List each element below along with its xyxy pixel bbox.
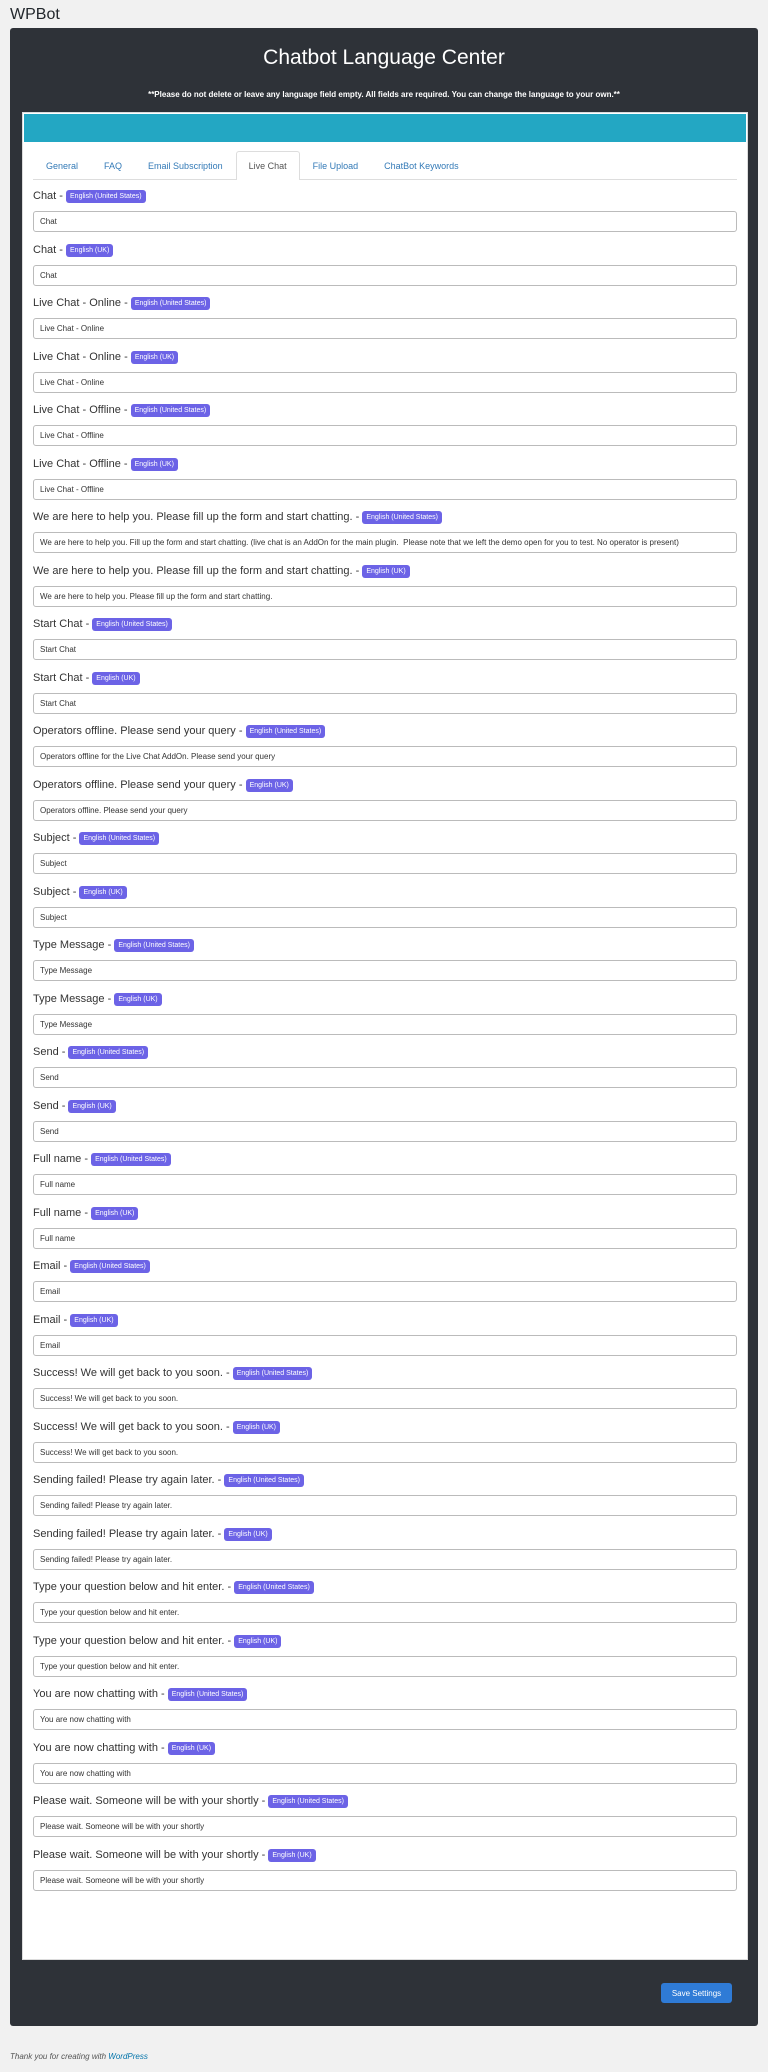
field-label-text: Subject -	[33, 885, 80, 898]
language-field-group	[33, 1204, 737, 1258]
field-label	[33, 1687, 247, 1701]
language-field-group	[33, 1632, 737, 1686]
field-label	[33, 510, 442, 524]
field-label-text: Sending failed! Please try again later. -	[33, 1474, 225, 1486]
language-field-group	[33, 1257, 737, 1311]
field-label-text: Type your question below and hit enter. -	[33, 1581, 235, 1593]
field-label-text: Chat -	[33, 190, 67, 202]
field-label-text: Type Message -	[33, 939, 115, 951]
language-badge: English (United States)	[79, 832, 159, 845]
settings-tabs	[33, 151, 737, 180]
language-field-group	[33, 1685, 737, 1739]
translation-input[interactable]	[33, 211, 737, 232]
field-label-text: Type your question below and hit enter. -	[33, 1634, 235, 1647]
language-field-group	[33, 1150, 737, 1204]
field-label	[33, 617, 172, 631]
translation-input[interactable]	[33, 746, 737, 767]
language-badge: English (United States)	[224, 1474, 304, 1487]
language-badge: English (United States)	[246, 725, 326, 738]
language-field-group	[33, 1043, 737, 1097]
field-label	[33, 1527, 272, 1541]
field-label	[33, 671, 140, 685]
field-label	[33, 1794, 348, 1808]
field-label-text: Subject -	[33, 832, 80, 844]
language-badge: English (United States)	[114, 939, 194, 952]
field-label	[33, 296, 210, 310]
translation-input[interactable]	[33, 1335, 737, 1356]
language-field-group	[33, 1418, 737, 1472]
translation-input[interactable]	[33, 372, 737, 393]
translation-input[interactable]	[33, 1870, 737, 1891]
translation-input[interactable]	[33, 1656, 737, 1677]
language-field-group	[33, 562, 737, 616]
field-label	[33, 1313, 118, 1327]
language-field-group	[33, 294, 737, 348]
language-field-group	[33, 1097, 737, 1151]
field-label	[33, 1634, 281, 1648]
field-label	[33, 1045, 148, 1059]
language-badge: English (UK)	[114, 993, 161, 1006]
language-field-group	[33, 990, 737, 1044]
card-header-bar	[24, 114, 746, 142]
field-label-text: Operators offline. Please send your query -	[33, 725, 246, 737]
language-badge: English (United States)	[66, 190, 146, 203]
language-field-group	[33, 241, 737, 295]
wordpress-link[interactable]: WordPress	[108, 2052, 148, 2061]
field-label-text: Live Chat - Offline -	[33, 457, 131, 470]
translation-input[interactable]	[33, 1495, 737, 1516]
field-label-text: Operators offline. Please send your query -	[33, 778, 246, 791]
field-label	[33, 1848, 316, 1862]
field-label-text: Please wait. Someone will be with your shortly -	[33, 1795, 269, 1807]
field-label	[33, 885, 127, 899]
field-label	[33, 243, 113, 257]
translation-input[interactable]	[33, 318, 737, 339]
translation-input[interactable]	[33, 1228, 737, 1249]
language-settings-card	[22, 112, 748, 1960]
field-label	[33, 1420, 280, 1434]
language-badge: English (United States)	[233, 1367, 313, 1380]
translation-input[interactable]	[33, 1709, 737, 1730]
field-label-text: Sending failed! Please try again later. -	[33, 1527, 225, 1540]
translation-input[interactable]	[33, 693, 737, 714]
language-badge: English (UK)	[131, 458, 178, 471]
language-field-group	[33, 829, 737, 883]
translation-input[interactable]	[33, 853, 737, 874]
language-badge: English (United States)	[131, 297, 211, 310]
language-badge: English (UK)	[66, 244, 113, 257]
language-field-group	[33, 1846, 737, 1900]
language-field-group	[33, 1364, 737, 1418]
tab-file-upload[interactable]: File Upload	[312, 161, 359, 171]
language-field-group	[33, 1311, 737, 1365]
tab-chatbot-keywords[interactable]: ChatBot Keywords	[384, 161, 459, 171]
language-field-group	[33, 1471, 737, 1525]
field-label	[33, 189, 146, 203]
field-label-text: Live Chat - Online -	[33, 297, 131, 309]
field-label-text: Start Chat -	[33, 618, 93, 630]
translation-input[interactable]	[33, 1388, 737, 1409]
field-label	[33, 778, 293, 792]
save-settings-button[interactable]: Save Settings	[661, 1983, 732, 2003]
language-badge: English (UK)	[68, 1100, 115, 1113]
language-badge: English (UK)	[91, 1207, 138, 1220]
field-label	[33, 938, 194, 952]
field-label	[33, 1259, 150, 1273]
field-label-text: Success! We will get back to you soon. -	[33, 1367, 233, 1379]
language-badge: English (United States)	[234, 1581, 314, 1594]
language-badge: English (UK)	[70, 1314, 117, 1327]
language-field-group	[33, 348, 737, 402]
language-field-group	[33, 883, 737, 937]
language-badge: English (UK)	[246, 779, 293, 792]
translation-input[interactable]	[33, 265, 737, 286]
field-label-text: Live Chat - Online -	[33, 350, 131, 363]
field-label-text: Full name -	[33, 1153, 92, 1165]
field-label-text: We are here to help you. Please fill up the form and start chatting. -	[33, 511, 363, 523]
app-title: WPBot	[10, 6, 60, 23]
translation-input[interactable]	[33, 425, 737, 446]
translation-input[interactable]	[33, 479, 737, 500]
field-label	[33, 1206, 138, 1220]
field-label	[33, 1473, 304, 1487]
field-label	[33, 1741, 215, 1755]
language-field-group	[33, 776, 737, 830]
field-label-text: Email -	[33, 1313, 71, 1326]
field-label	[33, 564, 410, 578]
footer-text: Thank you for creating with	[10, 2052, 109, 2061]
translation-input[interactable]	[33, 586, 737, 607]
tab-faq[interactable]: FAQ	[104, 161, 123, 171]
language-badge: English (United States)	[68, 1046, 148, 1059]
field-label-text: Email -	[33, 1260, 71, 1272]
field-label	[33, 1366, 312, 1380]
translation-input[interactable]	[33, 532, 737, 553]
translation-input[interactable]	[33, 1281, 737, 1302]
translation-input[interactable]	[33, 1549, 737, 1570]
tab-email-subscription[interactable]: Email Subscription	[148, 161, 223, 171]
field-label-text: Please wait. Someone will be with your shortly -	[33, 1848, 269, 1861]
language-field-group	[33, 1525, 737, 1579]
language-badge: English (UK)	[79, 886, 126, 899]
tab-live-chat[interactable]: Live Chat	[236, 151, 300, 180]
translation-input[interactable]	[33, 639, 737, 660]
language-badge: English (United States)	[168, 1688, 248, 1701]
translation-input[interactable]	[33, 1816, 737, 1837]
field-label-text: Full name -	[33, 1206, 92, 1219]
language-badge: English (UK)	[168, 1742, 215, 1755]
translation-input[interactable]	[33, 1067, 737, 1088]
field-label	[33, 1580, 314, 1594]
language-field-group	[33, 508, 737, 562]
translation-input[interactable]	[33, 960, 737, 981]
field-label-text: Send -	[33, 1099, 69, 1112]
language-badge: English (United States)	[131, 404, 211, 417]
language-badge: English (United States)	[91, 1153, 171, 1166]
language-field-group	[33, 1739, 737, 1793]
language-field-group	[33, 1792, 737, 1846]
language-badge: English (United States)	[70, 1260, 150, 1273]
language-badge: English (United States)	[362, 511, 442, 524]
translation-input[interactable]	[33, 1442, 737, 1463]
field-label	[33, 350, 178, 364]
language-field-group	[33, 936, 737, 990]
field-label	[33, 1152, 171, 1166]
translation-input[interactable]	[33, 1174, 737, 1195]
translation-input[interactable]	[33, 1602, 737, 1623]
language-badge: English (UK)	[233, 1421, 280, 1434]
field-label-text: You are now chatting with -	[33, 1741, 168, 1754]
language-field-group	[33, 1578, 737, 1632]
language-field-group	[33, 455, 737, 509]
tab-general[interactable]: General	[46, 161, 79, 171]
field-label	[33, 992, 162, 1006]
translation-input[interactable]	[33, 1014, 737, 1035]
field-label-text: Live Chat - Offline -	[33, 404, 131, 416]
field-label-text: Type Message -	[33, 992, 115, 1005]
page-title: Chatbot Language Center	[263, 46, 505, 69]
language-field-group	[33, 669, 737, 723]
language-badge: English (UK)	[131, 351, 178, 364]
translation-input[interactable]	[33, 1763, 737, 1784]
field-label-text: We are here to help you. Please fill up the form and start chatting. -	[33, 564, 363, 577]
language-badge: English (UK)	[234, 1635, 281, 1648]
language-badge: English (UK)	[92, 672, 139, 685]
language-field-group	[33, 401, 737, 455]
field-label	[33, 724, 325, 738]
language-badge: English (United States)	[268, 1795, 348, 1808]
admin-footer	[10, 2052, 148, 2061]
language-field-group	[33, 722, 737, 776]
warning-note: **Please do not delete or leave any language field empty. All fields are required. You can change the language to your own.**	[148, 90, 620, 99]
settings-panel	[10, 28, 758, 2026]
field-label-text: Chat -	[33, 243, 67, 256]
field-label-text: Send -	[33, 1046, 69, 1058]
translation-input[interactable]	[33, 800, 737, 821]
translation-input[interactable]	[33, 1121, 737, 1142]
language-badge: English (UK)	[224, 1528, 271, 1541]
field-label	[33, 831, 159, 845]
language-fields-list	[33, 187, 737, 1899]
language-field-group	[33, 615, 737, 669]
language-badge: English (UK)	[268, 1849, 315, 1862]
language-field-group	[33, 187, 737, 241]
field-label-text: You are now chatting with -	[33, 1688, 168, 1700]
field-label	[33, 403, 210, 417]
translation-input[interactable]	[33, 907, 737, 928]
field-label	[33, 457, 178, 471]
field-label-text: Success! We will get back to you soon. -	[33, 1420, 233, 1433]
language-badge: English (UK)	[362, 565, 409, 578]
field-label-text: Start Chat -	[33, 671, 93, 684]
field-label	[33, 1099, 116, 1113]
language-badge: English (United States)	[92, 618, 172, 631]
